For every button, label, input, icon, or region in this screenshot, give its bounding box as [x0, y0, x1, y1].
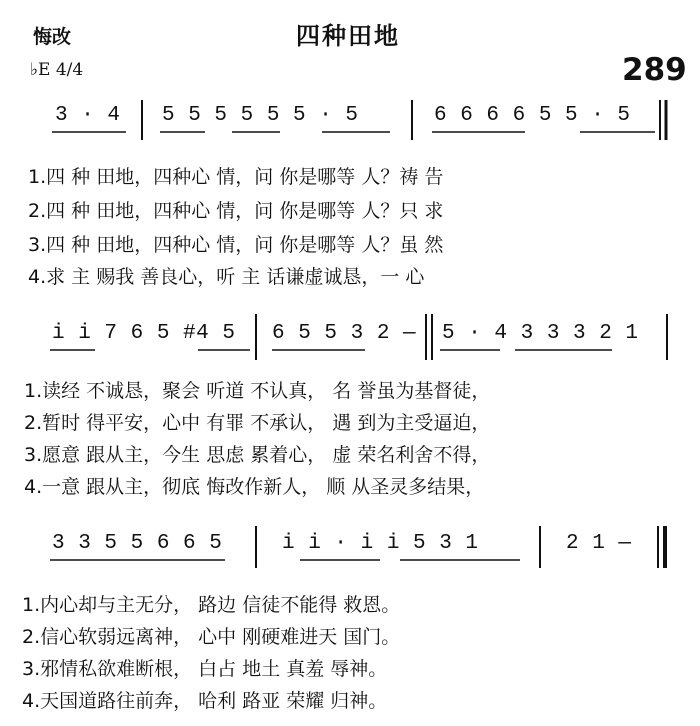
- key-signature: ♭E 4/4: [30, 60, 84, 80]
- lyric-line: 3.四 种 田地，四种心 情，问 你是哪等 人？虽 然: [28, 234, 444, 256]
- lyric-line: 4.天国道路往前奔， 哈利 路亚 荣耀 归神。: [22, 690, 388, 712]
- lyric-line: 1.四 种 田地，四种心 情，问 你是哪等 人？祷 告: [28, 166, 444, 188]
- notes-s2-m1: 6 5 5 3 2 —: [272, 322, 417, 345]
- category-label: 悔改: [33, 26, 72, 48]
- lyric-line: 4.一意 跟从主，彻底 悔改作新人， 顺 从圣灵多结果，: [24, 476, 485, 498]
- notes-s3-m2: 2 1 —: [566, 532, 632, 555]
- notes-s2-m2: 5 · 4 3 3 3 2 1: [442, 322, 639, 345]
- lyric-line: 1.读经 不诚恳，聚会 听道 不认真， 名 誉虽为基督徒，: [24, 380, 491, 402]
- notes-s1-m1: 5 5 5 5 5 5 · 5: [162, 104, 359, 127]
- lyric-line: 4.求 主 赐我 善良心，听 主 话谦虚诚恳，一 心: [28, 266, 425, 288]
- lyric-line: 2.暂时 得平安，心中 有罪 不承认， 遇 到为主受逼迫，: [24, 412, 491, 434]
- song-title: 四种田地: [296, 22, 400, 50]
- notes-s2-m0: i i 7 6 5 #4 5: [52, 322, 236, 345]
- lyric-line: 2.四 种 田地，四种心 情，问 你是哪等 人？只 求: [28, 200, 444, 222]
- lyric-line: 3.邪情私欲难断根， 白占 地土 真羞 辱神。: [22, 658, 388, 680]
- lyric-line: 1.内心却与主无分， 路边 信徒不能得 救恩。: [22, 594, 401, 616]
- notes-s3-m1: i i · i i 5 3 1: [282, 532, 479, 555]
- lyric-line: 2.信心软弱远离神， 心中 刚硬难进天 国门。: [22, 626, 401, 648]
- notes-s1-m0: 3 · 4: [55, 104, 121, 127]
- notes-s3-m0: 3 3 5 5 6 6 5: [52, 532, 223, 555]
- lyric-line: 3.愿意 跟从主，今生 思虑 累着心， 虚 荣名利舍不得，: [24, 444, 491, 466]
- notes-s1-m2: 6 6 6 6 5 5 · 5: [434, 104, 631, 127]
- hymn-number: 289: [622, 52, 687, 88]
